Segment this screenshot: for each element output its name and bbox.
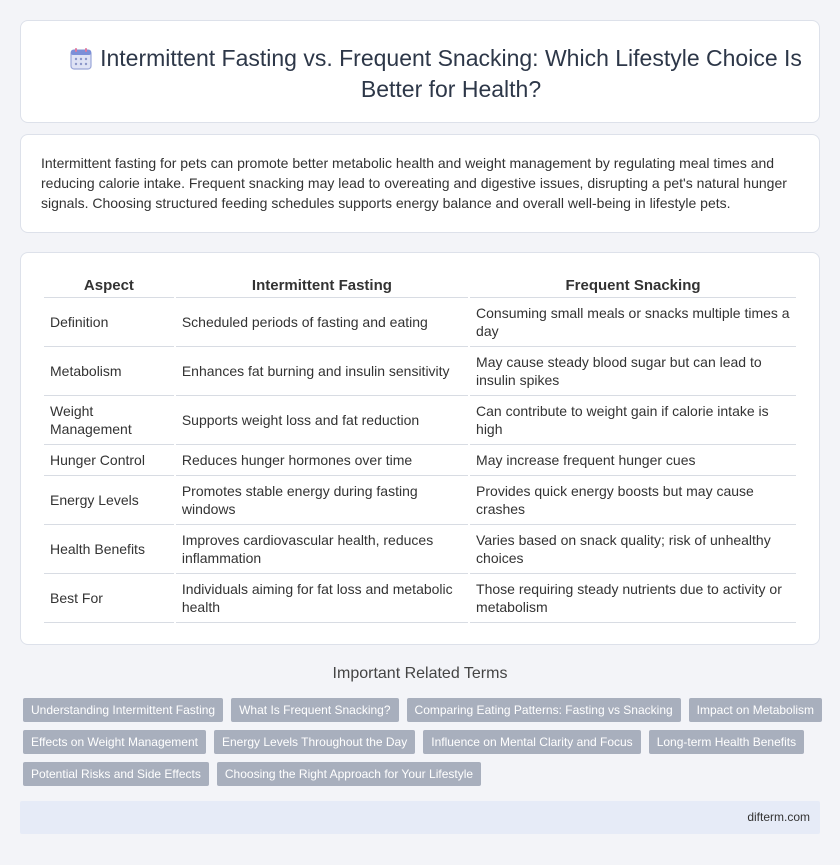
related-terms-tags bbox=[23, 698, 823, 794]
comparison-table-card bbox=[20, 252, 820, 645]
tag-link[interactable]: Influence on Mental Clarity and Focus bbox=[423, 730, 640, 754]
cell-snacking: Can contribute to weight gain if calorie intake is high bbox=[470, 396, 796, 445]
table-row bbox=[44, 574, 796, 623]
cell-snacking: May increase frequent hunger cues bbox=[470, 445, 796, 476]
column-header-intermittent-fasting: Intermittent Fasting bbox=[176, 275, 468, 298]
table-row bbox=[44, 396, 796, 445]
cell-aspect: Energy Levels bbox=[44, 476, 174, 525]
cell-aspect: Metabolism bbox=[44, 347, 174, 396]
cell-snacking: Varies based on snack quality; risk of unhealthy choices bbox=[470, 525, 796, 574]
title-card bbox=[20, 20, 820, 123]
table-row bbox=[44, 525, 796, 574]
tag-link[interactable]: Comparing Eating Patterns: Fasting vs Snacking bbox=[407, 698, 681, 722]
related-terms-heading: Important Related Terms bbox=[332, 665, 508, 682]
cell-snacking: Those requiring steady nutrients due to activity or metabolism bbox=[470, 574, 796, 623]
table-row bbox=[44, 298, 796, 347]
tag-link[interactable]: Effects on Weight Management bbox=[23, 730, 206, 754]
tag-link[interactable]: Impact on Metabolism bbox=[689, 698, 822, 722]
tag-row bbox=[23, 698, 823, 722]
cell-snacking: May cause steady blood sugar but can lead to insulin spikes bbox=[470, 347, 796, 396]
tag-row bbox=[23, 730, 823, 754]
cell-fasting: Individuals aiming for fat loss and metabolic health bbox=[176, 574, 468, 623]
tag-link[interactable]: Understanding Intermittent Fasting bbox=[23, 698, 223, 722]
column-header-aspect: Aspect bbox=[44, 275, 174, 298]
table-row bbox=[44, 445, 796, 476]
cell-aspect: Weight Management bbox=[44, 396, 174, 445]
table-row bbox=[44, 476, 796, 525]
cell-aspect: Health Benefits bbox=[44, 525, 174, 574]
cell-aspect: Best For bbox=[44, 574, 174, 623]
tag-link[interactable]: Potential Risks and Side Effects bbox=[23, 762, 209, 786]
cell-aspect: Hunger Control bbox=[44, 445, 174, 476]
table-header-row bbox=[44, 275, 796, 298]
cell-snacking: Provides quick energy boosts but may cause crashes bbox=[470, 476, 796, 525]
cell-snacking: Consuming small meals or snacks multiple times a day bbox=[470, 298, 796, 347]
footer-site-link[interactable]: difterm.com bbox=[747, 810, 810, 824]
cell-fasting: Improves cardiovascular health, reduces inflammation bbox=[176, 525, 468, 574]
column-header-frequent-snacking: Frequent Snacking bbox=[470, 275, 796, 298]
cell-fasting: Promotes stable energy during fasting windows bbox=[176, 476, 468, 525]
intro-card bbox=[20, 134, 820, 233]
cell-fasting: Scheduled periods of fasting and eating bbox=[176, 298, 468, 347]
cell-fasting: Reduces hunger hormones over time bbox=[176, 445, 468, 476]
footer-bar bbox=[20, 801, 820, 834]
comparison-table bbox=[42, 275, 798, 623]
tag-row bbox=[23, 762, 823, 786]
tag-link[interactable]: Energy Levels Throughout the Day bbox=[214, 730, 415, 754]
cell-fasting: Enhances fat burning and insulin sensitivity bbox=[176, 347, 468, 396]
tag-link[interactable]: Long-term Health Benefits bbox=[649, 730, 804, 754]
page-title: Intermittent Fasting vs. Frequent Snacking: Which Lifestyle Choice Is Better for Health? bbox=[100, 45, 802, 102]
tag-link[interactable]: What Is Frequent Snacking? bbox=[231, 698, 398, 722]
intro-paragraph: Intermittent fasting for pets can promote better metabolic health and weight management by regulating meal times and reducing calorie intake. Frequent snacking may lead to overeating and digestive issues, disrupting a pet's natural hunger signals. Choosing structured feeding schedules supports energy balance and overall well-being in lifestyle pets. bbox=[41, 155, 787, 211]
cell-aspect: Definition bbox=[44, 298, 174, 347]
cell-fasting: Supports weight loss and fat reduction bbox=[176, 396, 468, 445]
table-row bbox=[44, 347, 796, 396]
tag-link[interactable]: Choosing the Right Approach for Your Lifestyle bbox=[217, 762, 481, 786]
